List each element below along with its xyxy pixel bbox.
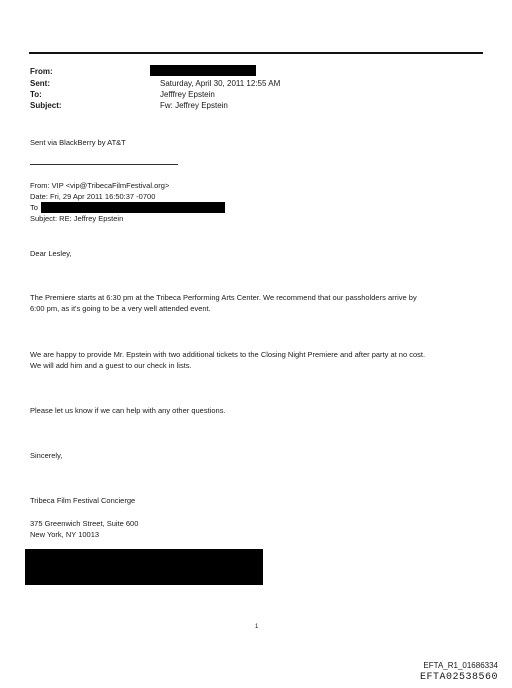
- forwarded-from: From: VIP <vip@TribecaFilmFestival.org>: [30, 181, 170, 190]
- from-label: From:: [30, 67, 53, 76]
- bates-stamp-small: EFTA_R1_01686334: [423, 661, 498, 670]
- redaction-block: [25, 549, 263, 585]
- paragraph-2-line-2: We will add him and a guest to our check in lists.: [30, 361, 192, 370]
- page-number: 1: [255, 624, 259, 630]
- forwarded-to: To: [30, 203, 38, 212]
- sent-label: Sent:: [30, 79, 50, 88]
- subject-value: Fw: Jeffrey Epstein: [160, 101, 228, 110]
- to-value: Jefffrey Epstein: [160, 90, 215, 99]
- top-rule: [29, 52, 483, 54]
- address-line-1: 375 Greenwich Street, Suite 600: [30, 519, 139, 528]
- subject-label: Subject:: [30, 101, 62, 110]
- paragraph-1-line-1: The Premiere starts at 6:30 pm at the Tribeca Performing Arts Center. We recommend that our passholders arrive by: [30, 293, 417, 302]
- paragraph-2-line-1: We are happy to provide Mr. Epstein with two additional tickets to the Closing Night Premiere and after party at no cost.: [30, 350, 426, 359]
- greeting: Dear Lesley,: [30, 249, 72, 258]
- address-line-2: New York, NY 10013: [30, 530, 100, 539]
- paragraph-3: Please let us know if we can help with any other questions.: [30, 406, 226, 415]
- bates-stamp-large: EFTA02538560: [419, 672, 498, 683]
- sent-value: Saturday, April 30, 2011 12:55 AM: [160, 79, 281, 88]
- closing: Sincerely,: [30, 451, 63, 460]
- sent-via-text: Sent via BlackBerry by AT&T: [30, 138, 126, 147]
- to-label: To:: [30, 90, 42, 99]
- forwarded-date: Date: Fri, 29 Apr 2011 16:50:37 -0700: [30, 192, 156, 201]
- redaction-to: [41, 202, 225, 213]
- signature: Tribeca Film Festival Concierge: [30, 496, 136, 505]
- separator-rule: [30, 164, 178, 165]
- forwarded-subject: Subject: RE: Jeffrey Epstein: [30, 214, 124, 223]
- redaction-from: [150, 65, 256, 76]
- paragraph-1-line-2: 6:00 pm, as it's going to be a very well attended event.: [30, 304, 211, 313]
